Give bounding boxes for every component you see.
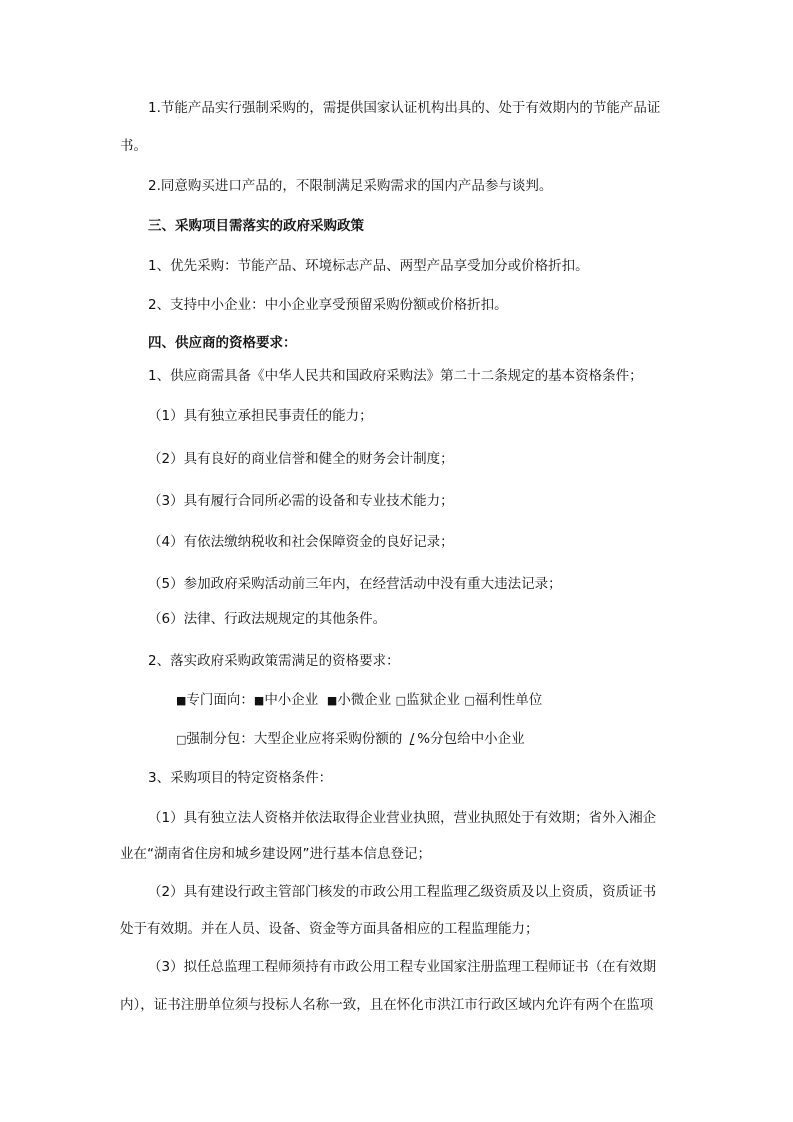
subcontract-blank: / [409, 731, 415, 747]
special-1-line1: （1）具有独立法人资格并依法取得企业营业执照，营业执照处于有效期；省外入湘企 [148, 810, 657, 826]
qual-1-1: （1）具有独立承担民事责任的能力； [148, 408, 373, 424]
special-3-line2: 内），证书注册单位须与投标人名称一致，且在怀化市洪江市行政区域内允许有两个在监项 [120, 997, 654, 1013]
checkbox-micro[interactable]: ■ [326, 694, 338, 707]
subcontract-tail: %分包给中小企业 [417, 731, 525, 747]
checkbox-sme[interactable]: ■ [253, 694, 265, 707]
policy-item-1: 1、优先采购：节能产品、环境标志产品、两型产品享受加分或价格折扣。 [148, 258, 589, 274]
special-2-line2: 处于有效期。并在人员、设备、资金等方面具备相应的工程监理能力； [120, 921, 539, 937]
checkbox-welfare[interactable]: □ [464, 694, 475, 707]
p2: 2.同意购买进口产品的，不限制满足采购需求的国内产品参与谈判。 [148, 178, 553, 194]
p1-line1: 1.节能产品实行强制采购的，需提供国家认证机构出具的、处于有效期内的节能产品证 [148, 100, 661, 116]
qual-1-3: （3）具有履行合同所必需的设备和专业技术能力； [148, 493, 454, 509]
qual-1-6: （6）法律、行政法规规定的其他条件。 [148, 611, 387, 627]
qual-1: 1、供应商需具备《中华人民共和国政府采购法》第二十二条规定的基本资格条件； [148, 368, 643, 384]
subcontract-label: 强制分包：大型企业应将采购份额的 [186, 731, 403, 747]
heading-qualification: 四、供应商的资格要求： [148, 335, 297, 351]
qual-3: 3、采购项目的特定资格条件： [148, 770, 333, 786]
policy-item-2: 2、支持中小企业：中小企业享受预留采购份额或价格折扣。 [148, 297, 508, 313]
prison-label: 监狱企业 [406, 692, 461, 708]
p1-line2: 书。 [120, 138, 147, 154]
qual-1-2: （2）具有良好的商业信誉和健全的财务会计制度； [148, 451, 454, 467]
heading-policy: 三、采购项目需落实的政府采购政策 [148, 218, 364, 234]
qual-1-4: （4）有依法缴纳税收和社会保障资金的良好记录； [148, 534, 454, 550]
qual-1-5: （5）参加政府采购活动前三年内，在经营活动中没有重大违法记录； [148, 576, 562, 592]
dedicated-row [176, 690, 542, 711]
checkbox-subcontract[interactable]: □ [176, 733, 187, 746]
micro-label: 小微企业 [337, 692, 392, 708]
dedicated-label: 专门面向： [186, 692, 254, 708]
welfare-label: 福利性单位 [474, 692, 543, 708]
subcontract-row [176, 729, 525, 750]
qual-2: 2、落实政府采购政策需满足的资格要求： [148, 653, 400, 669]
checkbox-dedicated[interactable]: ■ [176, 694, 187, 707]
special-1-line2: 业在“湖南省住房和城乡建设网”进行基本信息登记； [120, 846, 431, 862]
sme-label: 中小企业 [264, 692, 319, 708]
checkbox-prison[interactable]: □ [395, 694, 407, 707]
special-2-line1: （2）具有建设行政主管部门核发的市政公用工程监理乙级资质及以上资质，资质证书 [148, 884, 657, 900]
special-3-line1: （3）拟任总监理工程师须持有市政公用工程专业国家注册监理工程师证书（在有效期 [148, 959, 657, 975]
